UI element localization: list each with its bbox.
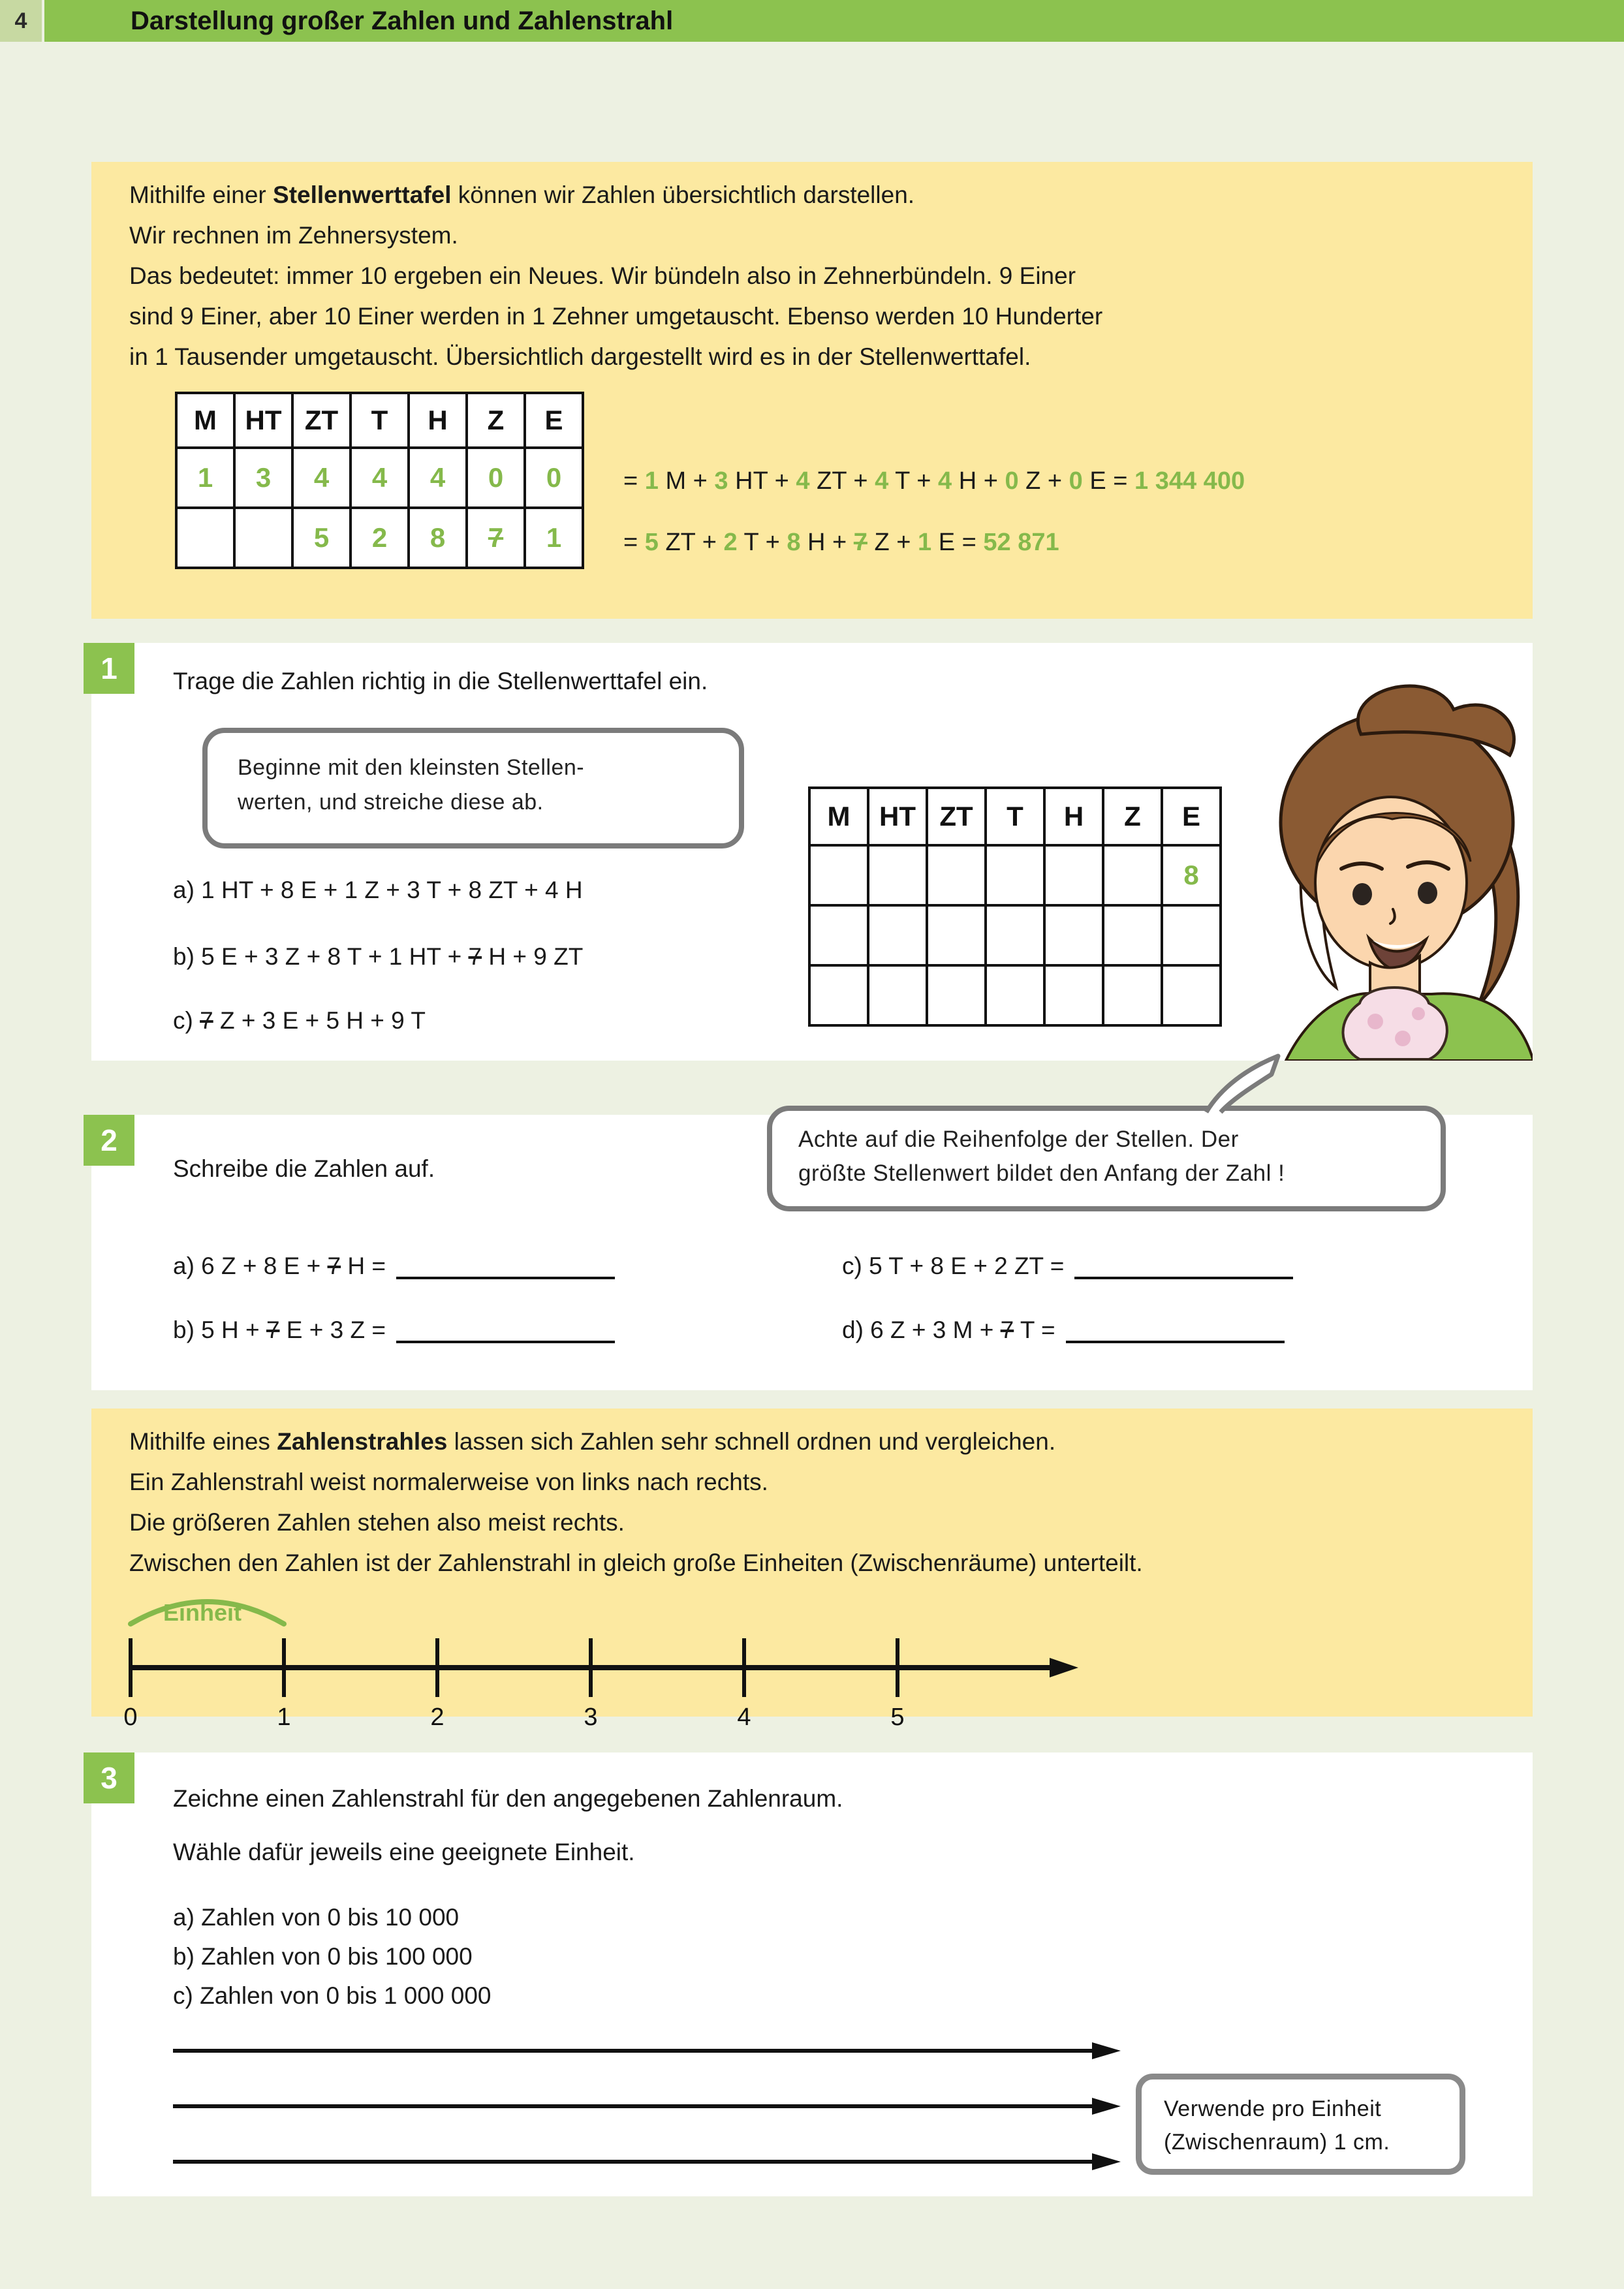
exercise3-box bbox=[91, 1752, 1533, 2196]
exercise2-task-a-text bbox=[173, 1253, 386, 1279]
place-value-cell[interactable] bbox=[927, 845, 986, 905]
info1-line1 bbox=[129, 181, 914, 209]
text-token: = bbox=[623, 529, 645, 556]
exercise3-subtitle: Wähle dafür jeweils eine geeignete Einheit. bbox=[173, 1839, 635, 1865]
exercise3-item-a: a) Zahlen von 0 bis 10 000 bbox=[173, 1904, 460, 1931]
info2-line2: Ein Zahlenstrahl weist normalerweise von links nach rechts. bbox=[129, 1469, 768, 1495]
text-token: H + bbox=[800, 529, 854, 556]
empty-number-line-b[interactable] bbox=[173, 2096, 1126, 2116]
exercise2-task-d bbox=[842, 1316, 1285, 1344]
place-value-row bbox=[809, 905, 1221, 965]
place-value-cell[interactable] bbox=[1162, 965, 1221, 1025]
equation-1 bbox=[623, 467, 1245, 495]
place-value-cell[interactable] bbox=[809, 905, 868, 965]
text-token: 52 871 bbox=[983, 529, 1059, 556]
tick-label: 2 bbox=[430, 1704, 445, 1731]
place-value-cell: 8 bbox=[409, 508, 467, 568]
place-column-header: ZT bbox=[927, 788, 986, 845]
info2-line4: Zwischen den Zahlen ist der Zahlenstrahl in gleich große Einheiten (Zwischenräume) unterteilt. bbox=[129, 1549, 1143, 1576]
place-value-cell: 0 bbox=[467, 448, 525, 508]
info1-line4: sind 9 Einer, aber 10 Einer werden in 1 Zehner umgetauscht. Ebenso werden 10 Hunderter bbox=[129, 303, 1103, 330]
place-value-cell[interactable] bbox=[1103, 905, 1162, 965]
text-token: H + bbox=[952, 467, 1005, 495]
text-token: 4 bbox=[796, 467, 810, 495]
text-token: 5 bbox=[644, 529, 659, 556]
text-token: c) 5 T + 8 E + 2 ZT = bbox=[842, 1253, 1065, 1279]
text-token: 4 bbox=[875, 467, 889, 495]
info1-line1-post: können wir Zahlen übersichtlich darstellen. bbox=[451, 181, 915, 208]
exercise2-task-b-text bbox=[173, 1316, 386, 1343]
text-token: 1 bbox=[918, 529, 932, 556]
place-value-cell: 0 bbox=[525, 448, 583, 508]
place-column-header: E bbox=[1162, 788, 1221, 845]
info2-line1 bbox=[129, 1428, 1055, 1456]
text-token: 8 bbox=[787, 529, 801, 556]
exercise2-task-b bbox=[173, 1316, 615, 1344]
place-column-header: M bbox=[176, 393, 234, 448]
text-token: E = bbox=[1082, 467, 1135, 495]
exercise2-badge bbox=[84, 1115, 134, 1166]
place-column-header: H bbox=[409, 393, 467, 448]
text-token: M + bbox=[658, 467, 715, 495]
place-column-header: HT bbox=[234, 393, 292, 448]
text-token: 7 bbox=[468, 943, 482, 970]
note-line1: Verwende pro Einheit bbox=[1164, 2096, 1382, 2121]
info2-line3: Die größeren Zahlen stehen also meist rechts. bbox=[129, 1509, 625, 1536]
place-value-cell[interactable] bbox=[1044, 845, 1103, 905]
empty-number-line-c[interactable] bbox=[173, 2152, 1126, 2172]
number-line-graphic bbox=[117, 1580, 1097, 1704]
place-value-row bbox=[176, 508, 583, 568]
info2-line1-pre: Mithilfe eines bbox=[129, 1428, 277, 1455]
exercise3-item-c: c) Zahlen von 0 bis 1 000 000 bbox=[173, 1982, 492, 2009]
exercise2-task-c-text bbox=[842, 1253, 1064, 1279]
info1-line1-pre: Mithilfe einer bbox=[129, 181, 273, 208]
text-token: 2 bbox=[723, 529, 738, 556]
exercise3-badge bbox=[84, 1752, 134, 1803]
text-token: ZT + bbox=[658, 529, 724, 556]
exercise3-number: 3 bbox=[101, 1761, 117, 1795]
text-token: 7 bbox=[853, 529, 867, 556]
exercise1-hint-bubble bbox=[202, 728, 744, 849]
place-value-cell[interactable] bbox=[986, 905, 1044, 965]
place-value-cell[interactable] bbox=[1162, 905, 1221, 965]
place-column-header: T bbox=[986, 788, 1044, 845]
place-value-cell[interactable] bbox=[986, 965, 1044, 1025]
text-token: H = bbox=[341, 1253, 386, 1279]
place-value-cell: 2 bbox=[351, 508, 409, 568]
tick-label: 5 bbox=[890, 1704, 905, 1731]
text-token: E = bbox=[931, 529, 984, 556]
place-column-header: ZT bbox=[292, 393, 351, 448]
girl-illustration bbox=[1263, 676, 1533, 1061]
text-token: b) 5 H + bbox=[173, 1316, 266, 1343]
exercise2-hint-line2: größte Stellenwert bildet den Anfang der Zahl ! bbox=[798, 1160, 1285, 1186]
text-token: Z + 3 E + 5 H + 9 T bbox=[213, 1007, 426, 1034]
text-token: 4 bbox=[938, 467, 952, 495]
place-value-cell[interactable] bbox=[868, 845, 927, 905]
text-token: HT + bbox=[728, 467, 796, 495]
exercise1-task-c bbox=[173, 1007, 426, 1035]
text-token: T = bbox=[1014, 1316, 1055, 1343]
exercise2-box bbox=[91, 1115, 1533, 1390]
text-token: T + bbox=[888, 467, 938, 495]
exercise1-answer-table bbox=[808, 786, 1222, 1027]
text-token: 7 bbox=[266, 1316, 280, 1343]
speech-bubble-tail bbox=[1201, 1052, 1286, 1114]
answer-blank-c[interactable] bbox=[1074, 1252, 1293, 1279]
text-token: a) 1 HT + 8 E + 1 Z + 3 T + 8 ZT + 4 H bbox=[173, 877, 583, 903]
info-box-place-value bbox=[91, 162, 1533, 619]
exercise1-hint-line1: Beginne mit den kleinsten Stellen- bbox=[238, 755, 585, 780]
place-value-cell[interactable] bbox=[927, 905, 986, 965]
exercise1-task-a bbox=[173, 877, 583, 904]
place-value-row bbox=[809, 965, 1221, 1025]
place-value-cell[interactable] bbox=[1103, 845, 1162, 905]
text-token: H + 9 ZT bbox=[482, 943, 584, 970]
text-token: 3 bbox=[714, 467, 728, 495]
place-value-row bbox=[176, 448, 583, 508]
text-token: T + bbox=[737, 529, 787, 556]
text-token: 7 bbox=[1000, 1316, 1014, 1343]
text-token: 0 bbox=[1005, 467, 1019, 495]
place-value-cell[interactable] bbox=[868, 905, 927, 965]
place-column-header: H bbox=[1044, 788, 1103, 845]
place-value-cell[interactable] bbox=[1044, 965, 1103, 1025]
place-value-cell bbox=[234, 508, 292, 568]
exercise2-task-d-text bbox=[842, 1316, 1055, 1343]
place-column-header: E bbox=[525, 393, 583, 448]
text-token: d) 6 Z + 3 M + bbox=[842, 1316, 1001, 1343]
info1-line2: Wir rechnen im Zehnersystem. bbox=[129, 222, 458, 249]
exercise2-task-a bbox=[173, 1252, 615, 1280]
tick-label: 1 bbox=[277, 1704, 291, 1731]
exercise2-hint-line1: Achte auf die Reihenfolge der Stellen. Der bbox=[798, 1127, 1239, 1152]
page-number-tab bbox=[0, 0, 42, 42]
place-value-cell[interactable] bbox=[1103, 965, 1162, 1025]
place-value-cell: 4 bbox=[351, 448, 409, 508]
empty-number-line-a[interactable] bbox=[173, 2041, 1126, 2061]
place-column-header: T bbox=[351, 393, 409, 448]
text-token: = bbox=[623, 467, 645, 495]
exercise3-title: Zeichne einen Zahlenstrahl für den angegebenen Zahlenraum. bbox=[173, 1785, 843, 1812]
exercise1-title: Trage die Zahlen richtig in die Stellenwerttafel ein. bbox=[173, 668, 708, 694]
text-token: 1 344 400 bbox=[1134, 467, 1245, 495]
info1-line3: Das bedeutet: immer 10 ergeben ein Neues. Wir bündeln also in Zehnerbündeln. 9 Einer bbox=[129, 262, 1076, 289]
text-token: Z + bbox=[867, 529, 918, 556]
exercise1-task-b bbox=[173, 943, 583, 971]
unit-label: Einheit bbox=[163, 1599, 242, 1626]
tick-label: 3 bbox=[584, 1704, 598, 1731]
equation-2 bbox=[623, 529, 1059, 557]
text-token: c) bbox=[173, 1007, 200, 1034]
place-value-cell[interactable] bbox=[868, 965, 927, 1025]
text-token: ZT + bbox=[809, 467, 875, 495]
answer-blank-a[interactable] bbox=[396, 1252, 615, 1279]
exercise2-number: 2 bbox=[101, 1123, 117, 1157]
text-token: a) 6 Z + 8 E + bbox=[173, 1253, 328, 1279]
info1-line5: in 1 Tausender umgetauscht. Übersichtlich dargestellt wird es in der Stellenwerttafel. bbox=[129, 343, 1031, 370]
exercise2-task-c bbox=[842, 1252, 1293, 1280]
info2-line1-bold: Zahlenstrahles bbox=[277, 1428, 448, 1455]
place-value-cell: 4 bbox=[409, 448, 467, 508]
place-value-row bbox=[809, 845, 1221, 905]
place-column-header: Z bbox=[1103, 788, 1162, 845]
text-token: 7 bbox=[200, 1007, 213, 1034]
place-value-cell bbox=[176, 508, 234, 568]
info2-line1-post: lassen sich Zahlen sehr schnell ordnen und vergleichen. bbox=[447, 1428, 1056, 1455]
place-value-table bbox=[175, 392, 584, 569]
place-value-cell: 3 bbox=[234, 448, 292, 508]
place-value-cell: 1 bbox=[176, 448, 234, 508]
tick-label: 4 bbox=[737, 1704, 751, 1731]
text-token: E + 3 Z = bbox=[279, 1316, 386, 1343]
exercise2-hint-bubble bbox=[767, 1106, 1446, 1211]
place-value-cell[interactable] bbox=[986, 845, 1044, 905]
exercise1-hint-line2: werten, und streiche diese ab. bbox=[238, 790, 544, 815]
place-column-header: HT bbox=[868, 788, 927, 845]
exercise1-number: 1 bbox=[101, 651, 117, 685]
answer-blank-d[interactable] bbox=[1066, 1316, 1285, 1343]
place-value-cell: 4 bbox=[292, 448, 351, 508]
place-value-cell: 1 bbox=[525, 508, 583, 568]
place-column-header: Z bbox=[467, 393, 525, 448]
exercise1-box bbox=[91, 643, 1533, 1061]
place-value-cell: 5 bbox=[292, 508, 351, 568]
exercise3-note-box bbox=[1136, 2074, 1465, 2175]
text-token: 1 bbox=[644, 467, 659, 495]
exercise3-item-b: b) Zahlen von 0 bis 100 000 bbox=[173, 1943, 473, 1970]
text-token: Z + bbox=[1018, 467, 1069, 495]
page-number: 4 bbox=[14, 8, 27, 33]
place-value-cell: 7 bbox=[467, 508, 525, 568]
tick-label: 0 bbox=[123, 1704, 138, 1731]
place-value-cell[interactable] bbox=[1044, 905, 1103, 965]
page-title: Darstellung großer Zahlen und Zahlenstrahl bbox=[131, 7, 674, 35]
text-token: 0 bbox=[1069, 467, 1083, 495]
answer-blank-b[interactable] bbox=[396, 1316, 615, 1343]
text-token: b) 5 E + 3 Z + 8 T + 1 HT + bbox=[173, 943, 469, 970]
place-value-cell[interactable]: 8 bbox=[1162, 845, 1221, 905]
place-value-cell[interactable] bbox=[809, 845, 868, 905]
place-value-cell[interactable] bbox=[809, 965, 868, 1025]
exercise1-badge bbox=[84, 643, 134, 694]
info1-line1-bold: Stellenwerttafel bbox=[273, 181, 452, 208]
text-token: 7 bbox=[327, 1253, 341, 1279]
place-value-cell[interactable] bbox=[927, 965, 986, 1025]
info-box-number-line bbox=[91, 1409, 1533, 1731]
exercise2-title: Schreibe die Zahlen auf. bbox=[173, 1155, 435, 1182]
note-line2: (Zwischenraum) 1 cm. bbox=[1164, 2130, 1390, 2155]
place-column-header: M bbox=[809, 788, 868, 845]
